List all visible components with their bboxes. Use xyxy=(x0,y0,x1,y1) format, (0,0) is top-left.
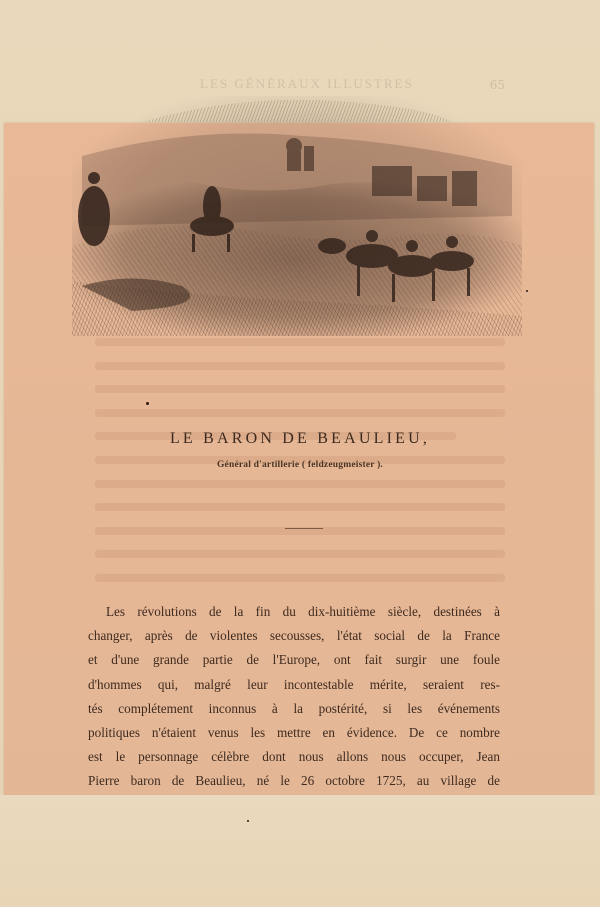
bleed-through-line xyxy=(95,362,505,370)
article-body xyxy=(88,600,500,794)
body-line: est le personnage célèbre dont nous allons nous occuper, Jean xyxy=(88,749,500,765)
ink-speck xyxy=(526,290,528,292)
running-header-ghost: LES GÉNÉRAUX ILLUSTRES xyxy=(200,76,414,91)
article-subtitle: Général d'artillerie ( feldzeugmeister ). xyxy=(216,460,384,470)
article-title: LE BARON DE BEAULIEU, xyxy=(169,430,431,447)
body-line: tés complétement inconnus à la postérité, si les événements xyxy=(88,700,500,716)
bleed-through-line xyxy=(95,338,505,346)
body-line: et d'une grande partie de l'Europe, ont fait surgir une foule xyxy=(88,652,500,668)
bleed-through-line xyxy=(95,480,505,488)
vignette-drawing xyxy=(72,96,522,336)
title-divider xyxy=(285,528,323,529)
ink-speck xyxy=(247,820,249,822)
bleed-through-line xyxy=(95,385,505,393)
engraving-battle-scene-icon xyxy=(72,96,522,336)
body-line: Pierre baron de Beaulieu, né le 26 octobre 1725, au village de xyxy=(88,773,500,789)
bleed-through-line xyxy=(95,574,505,582)
body-line: changer, après de violentes secousses, l'état social de la France xyxy=(88,628,500,644)
bleed-through-line xyxy=(95,550,505,558)
bleed-through-line xyxy=(95,409,505,417)
lower-page-strip xyxy=(0,795,600,907)
body-line: politiques n'étaient venus les mettre en évidence. De ce nombre xyxy=(88,725,500,741)
body-line: Les révolutions de la fin du dix-huitième siècle, destinées à xyxy=(106,604,500,619)
bleed-through-line xyxy=(95,503,505,511)
ink-speck xyxy=(146,402,149,405)
page-number-ghost: 65 xyxy=(489,78,505,92)
body-line: d'hommes qui, malgré leur incontestable mérite, seraient res- xyxy=(88,676,500,692)
